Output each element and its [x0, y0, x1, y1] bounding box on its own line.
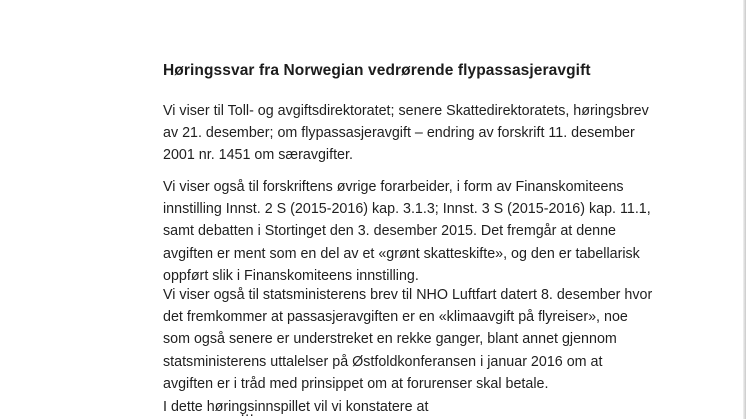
paragraph-1	[163, 100, 733, 167]
paragraph-line: I dette høringsinnspillet vil vi konstatere at	[163, 399, 429, 415]
paragraph-line: det fremkommer at passasjeravgiften er en «klimaavgift på flyreiser», noe	[163, 309, 628, 326]
paragraph-3	[163, 284, 733, 395]
paragraph-line: 2001 nr. 1451 om særavgifter.	[163, 147, 353, 164]
paragraph-line: innstilling Innst. 2 S (2015-2016) kap. 3.1.3; Innst. 3 S (2015-2016) kap. 11.1,	[163, 201, 651, 218]
paragraph-line: Vi viser også til forskriftens øvrige forarbeider, i form av Finanskomiteens	[163, 179, 624, 195]
cut-off-fragment	[240, 414, 540, 419]
paragraph-line: oppført slik i Finanskomiteens innstilling.	[163, 267, 419, 284]
paragraph-line: som også senere er understreket en rekke ganger, blant annet gjennom	[163, 331, 617, 348]
paragraph-line: statsministerens uttalelser på Østfoldkonferansen i januar 2016 om at	[163, 353, 603, 370]
document-title: Høringssvar fra Norwegian vedrørende flypassasjeravgift	[163, 62, 591, 79]
cut-off-text	[240, 414, 540, 419]
paragraph-line: samt debatten i Stortinget den 3. desember 2015. Det fremgår at denne	[163, 223, 617, 240]
paragraph-line: avgiften er i tråd med prinsippet om at forurenser skal betale.	[163, 375, 549, 392]
paragraph-line: Vi viser til Toll- og avgiftsdirektoratet; senere Skattedirektoratets, høringsbrev	[163, 103, 649, 119]
paragraph-line: avgiften er ment som en del av et «grønt skatteskifte», og den er tabellarisk	[163, 245, 640, 262]
paragraph-line: av 21. desember; om flypassasjeravgift – endring av forskrift 11. desember	[163, 125, 635, 142]
paragraph-2	[163, 176, 733, 287]
paragraph-line: Vi viser også til statsministerens brev til NHO Luftfart datert 8. desember hvor	[163, 287, 653, 303]
